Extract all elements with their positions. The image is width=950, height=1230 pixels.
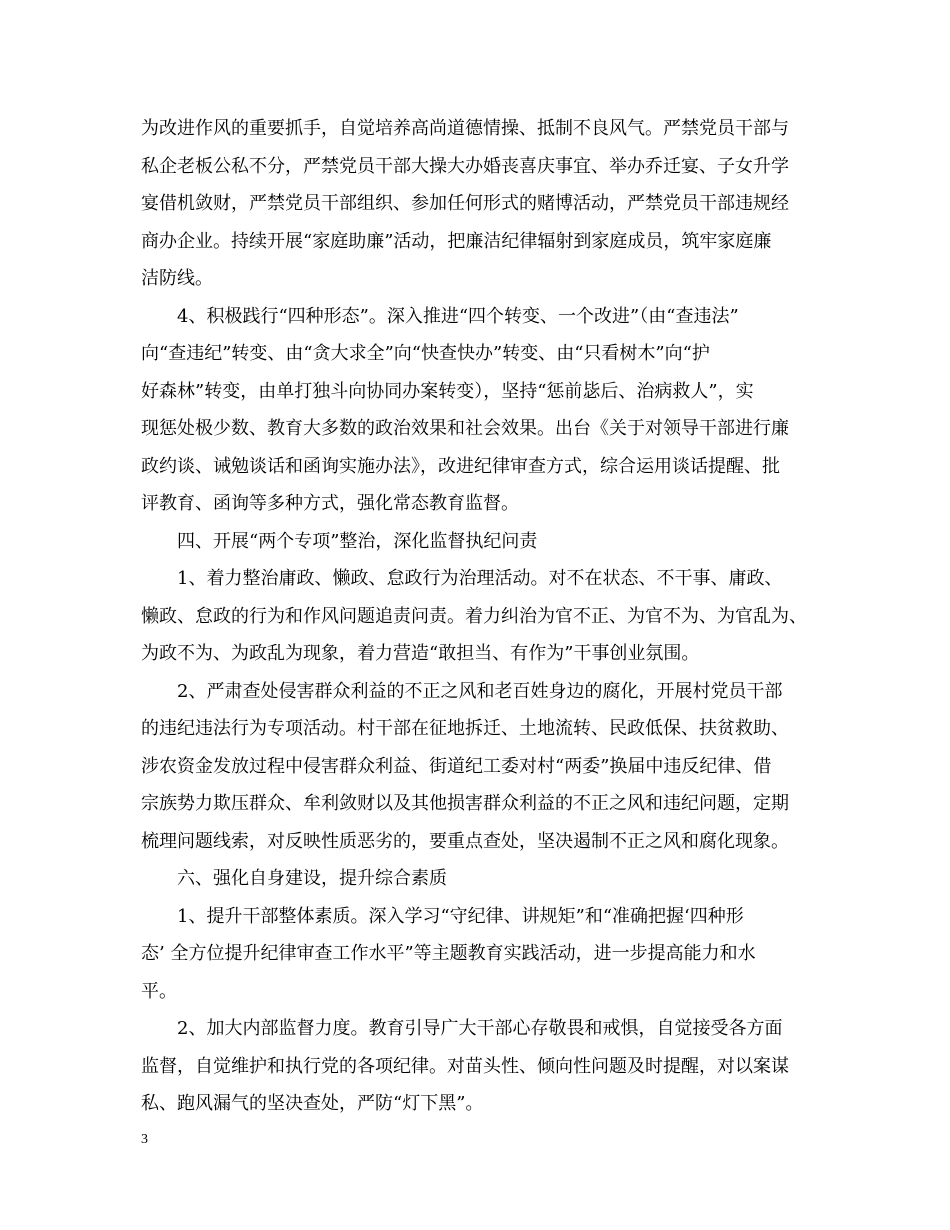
text-line: 商办企业。持续开展“家庭助廉”活动，把廉洁纪律辐射到家庭成员，筑牢家庭廉	[141, 230, 772, 252]
text-line: 现惩处极少数、教育大多数的政治效果和社会效果。出台《关于对领导干部进行廉	[141, 418, 789, 439]
text-line: 懒政、怠政的行为和作风问题追责问责。着力纠治为官不正、为官不为、为官乱为、	[141, 605, 807, 627]
text-line: 为改进作风的重要抓手，自觉培养高尚道德情操、抵制不良风气。严禁党员干部与	[141, 118, 789, 139]
section-heading: 六、强化自身建设，提升综合素质	[177, 868, 447, 889]
text-line: 监督，自觉维护和执行党的各项纪律。对苗头性、倾向性问题及时提醒，对以案谋	[141, 1055, 789, 1077]
body-text	[141, 110, 813, 1123]
text-line: 向“查违纪”转变、由“贪大求全”向“快查快办”转变、由“只看树木”向“护	[141, 343, 710, 364]
text-line: 私企老板公私不分，严禁党员干部大操大办婚丧喜庆事宜、举办乔迁宴、子女升学	[141, 155, 789, 177]
text-line: 评教育、函询等多种方式，强化常态教育监督。	[141, 493, 519, 514]
text-line: 平。	[141, 980, 177, 1002]
text-line: 为政不为、为政乱为现象，着力营造“敢担当、有作为”干事创业氛围。	[141, 643, 700, 664]
text-line: 洁防线。	[141, 268, 213, 289]
text-line: 涉农资金发放过程中侵害群众利益、街道纪工委对村“两委”换届中违反纪律、借	[141, 755, 772, 777]
text-line: 宗族势力欺压群众、牟利敛财以及其他损害群众利益的不正之风和违纪问题，定期	[141, 793, 789, 814]
paragraph-start: 2、加大内部监督力度。教育引导广大干部心存敬畏和戒惧，自觉接受各方面	[177, 1018, 783, 1039]
paragraph-start: 4、积极践行“四种形态”。深入推进“四个转变、一个改进”（由“查违法”	[177, 305, 739, 327]
text-line: 私、跑风漏气的坚决查处，严防“灯下黑”。	[141, 1093, 484, 1114]
paragraph-start: 2、严肃查处侵害群众利益的不正之风和老百姓身边的腐化，开展村党员干部	[177, 680, 783, 702]
text-line: 宴借机敛财，严禁党员干部组织、参加任何形式的赌博活动，严禁党员干部违规经	[141, 193, 789, 214]
text-line: 态’ 全方位提升纪律审查工作水平”等主题教育实践活动，进一步提高能力和水	[141, 943, 756, 964]
section-heading: 四、开展“两个专项”整治，深化监督执纪问责	[177, 530, 538, 552]
text-line: 梳理问题线索，对反映性质恶劣的，要重点查处，坚决遏制不正之风和腐化现象。	[141, 830, 789, 852]
page-number: 3	[141, 1132, 148, 1147]
text-line: 政约谈、诫勉谈话和函询实施办法》，改进纪律审查方式，综合运用谈话提醒、批	[141, 455, 780, 477]
text-line: 好森林”转变，由单打独斗向协同办案转变），坚持“惩前毖后、治病救人”，实	[141, 380, 754, 402]
text-line: 的违纪违法行为专项活动。村干部在征地拆迁、土地流转、民政低保、扶贫救助、	[141, 718, 789, 739]
paragraph-start: 1、提升干部整体素质。深入学习“守纪律、讲规矩”和“准确把握‘四种形	[177, 905, 744, 927]
paragraph-start: 1、着力整治庸政、懒政、怠政行为治理活动。对不在状态、不干事、庸政、	[177, 568, 783, 589]
